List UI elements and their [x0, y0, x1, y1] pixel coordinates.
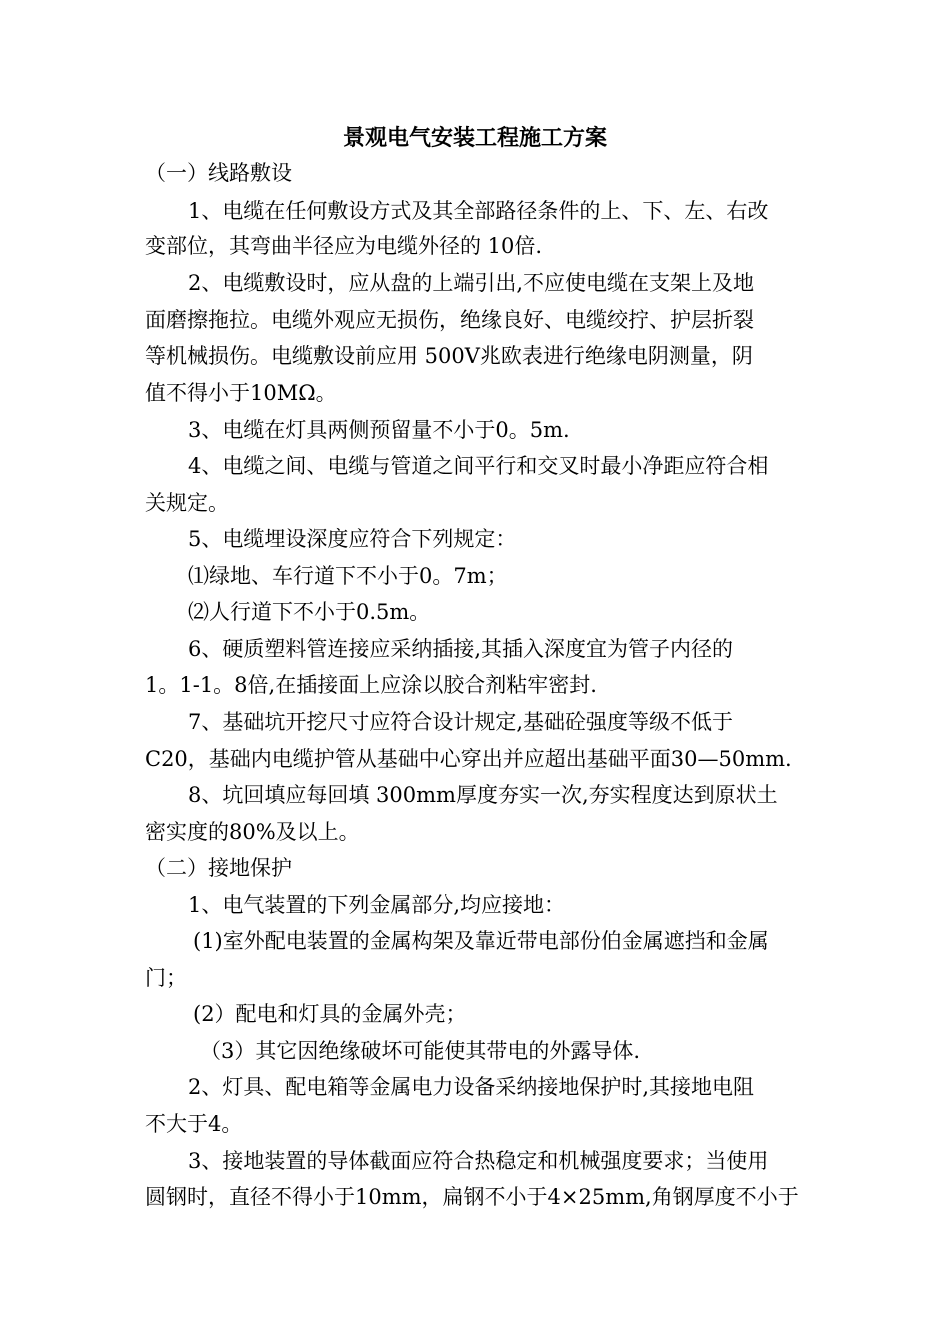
- list-item: (2）配电和灯具的金属外壳；: [193, 1002, 467, 1026]
- paragraph-line: 1、电气装置的下列金属部分,均应接地：: [188, 893, 566, 917]
- section-heading: （一）线路敷设: [145, 161, 292, 185]
- list-item: （3）其它因绝缘破坏可能使其带电的外露导体.: [200, 1039, 641, 1063]
- paragraph-line: 8、坑回填应每回填 300mm厚度夯实一次,夯实程度达到原状土: [188, 783, 778, 807]
- paragraph-line: 门；: [145, 966, 187, 990]
- paragraph-line: 圆钢时，直径不得小于10mm，扁钢不小于4×25mm,角钢厚度不小于: [145, 1185, 799, 1209]
- paragraph-line: 6、硬质塑料管连接应采纳插接,其插入深度宜为管子内径的: [188, 637, 734, 661]
- paragraph-line: 2、电缆敷设时，应从盘的上端引出,不应使电缆在支架上及地: [188, 271, 755, 295]
- paragraph-line: 关规定。: [145, 491, 229, 515]
- paragraph-line: 等机械损伤。电缆敷设前应用 500V兆欧表进行绝缘电阴测量，阴: [145, 344, 753, 368]
- list-item: (1)室外配电装置的金属构架及靠近带电部份伯金属遮挡和金属: [193, 929, 769, 953]
- paragraph-line: 5、电缆埋设深度应符合下列规定：: [188, 527, 517, 551]
- paragraph-line: 3、接地装置的导体截面应符合热稳定和机械强度要求；当使用: [188, 1149, 769, 1173]
- paragraph-line: 4、电缆之间、电缆与管道之间平行和交叉时最小净距应符合相: [188, 454, 769, 478]
- paragraph-line: 1。1-1。8倍,在插接面上应涂以胶合剂粘牢密封.: [145, 673, 597, 697]
- list-item: ⑴绿地、车行道下不小于0。7m；: [188, 564, 508, 588]
- paragraph-line: 2、灯具、配电箱等金属电力设备采纳接地保护时,其接地电阻: [188, 1075, 755, 1099]
- paragraph-line: 3、电缆在灯具两侧预留量不小于0。5m.: [188, 418, 570, 442]
- paragraph-line: 变部位，其弯曲半径应为电缆外径的 10倍.: [145, 234, 543, 258]
- paragraph-line: 密实度的80%及以上。: [145, 820, 360, 844]
- paragraph-line: 7、基础坑开挖尺寸应符合设计规定,基础砼强度等级不低于: [188, 710, 734, 734]
- paragraph-line: 面磨擦拖拉。电缆外观应无损伤，绝缘良好、电缆绞拧、护层折裂: [145, 308, 754, 332]
- paragraph-line: 值不得小于10MΩ。: [145, 381, 337, 405]
- paragraph-line: 不大于4。: [145, 1112, 243, 1136]
- paragraph-line: 1、电缆在任何敷设方式及其全部路径条件的上、下、左、右改: [188, 199, 769, 223]
- paragraph-line: C20，基础内电缆护管从基础中心穿出并应超出基础平面30—50mm.: [145, 747, 792, 771]
- list-item: ⑵人行道下不小于0.5m。: [188, 600, 431, 624]
- section-heading: （二）接地保护: [145, 856, 292, 880]
- document-title: 景观电气安装工程施工方案: [342, 125, 607, 151]
